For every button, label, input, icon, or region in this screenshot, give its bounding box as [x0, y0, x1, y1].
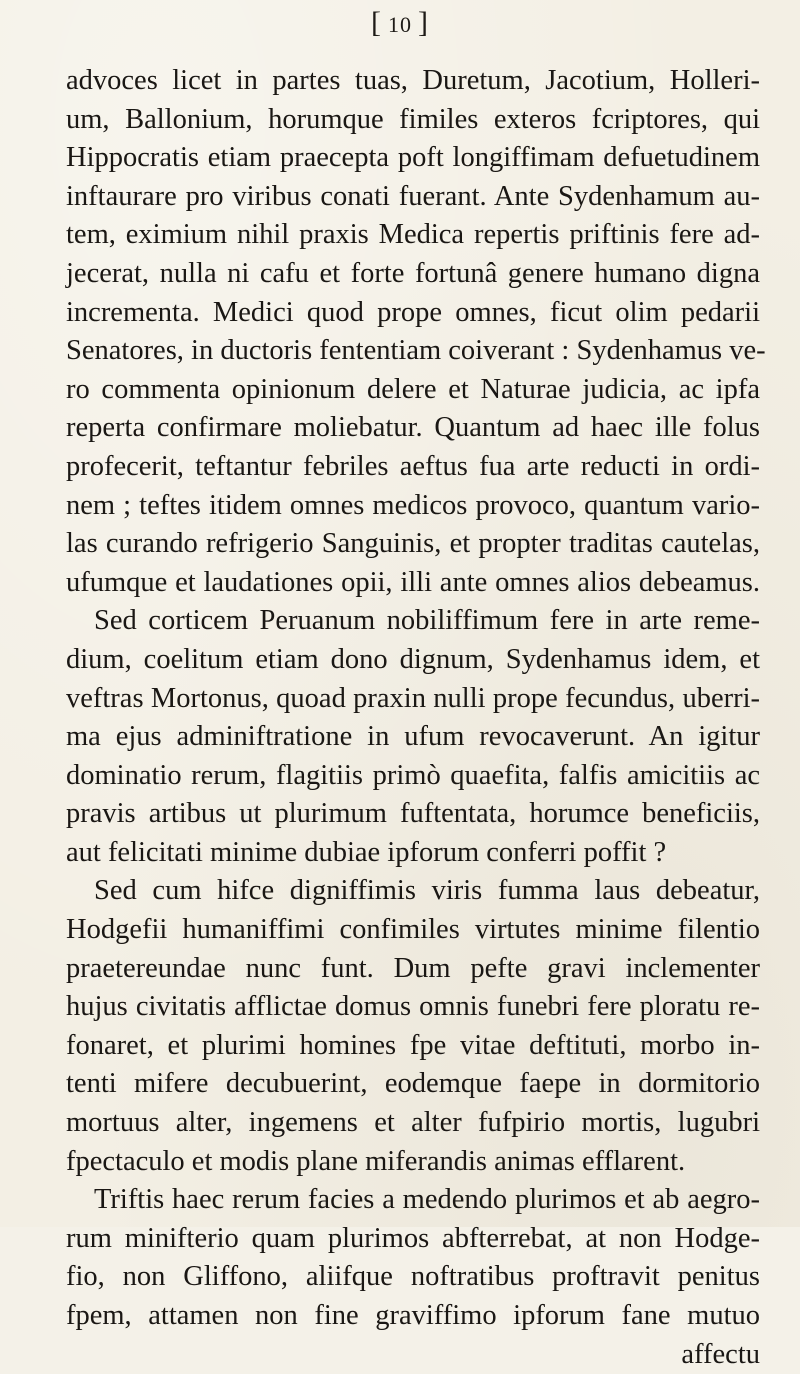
- text-line: Hippocratis etiam praecepta poft longiffimam defuetudinem: [66, 142, 760, 174]
- text-line: Senatores, in ductoris fententiam coiverant : Sydenhamus ve-: [66, 335, 766, 367]
- text-line: Hodgefii humaniffimi confimiles virtutes minime filentio: [66, 914, 760, 946]
- text-line: fonaret, et plurimi homines fpe vitae deftituti, morbo in-: [66, 1029, 760, 1061]
- text-line: um, Ballonium, horumque fimiles exteros fcriptores, qui: [66, 103, 760, 135]
- text-line: veftras Mortonus, quoad praxin nulli prope fecundus, uberri-: [66, 682, 760, 714]
- text-line: las curando refrigerio Sanguinis, et propter traditas cautelas,: [66, 528, 760, 560]
- text-line: incrementa. Medici quod prope omnes, ficut olim pedarii: [66, 296, 760, 328]
- text-line: Triftis haec rerum facies a medendo plurimos et ab aegro-: [94, 1184, 760, 1216]
- page-number-open-bracket: [: [371, 6, 382, 39]
- page-number-value: 10: [388, 12, 412, 37]
- text-line: rum minifterio quam plurimos abfterrebat, at non Hodge-: [66, 1222, 760, 1254]
- page-number-close-bracket: ]: [418, 6, 429, 39]
- text-line: hujus civitatis afflictae domus omnis funebri fere ploratu re-: [66, 991, 760, 1023]
- catchword: affectu: [681, 1338, 760, 1370]
- text-line: praetereundae nunc funt. Dum pefte gravi inclementer: [66, 952, 760, 984]
- text-line: fpectaculo et modis plane miferandis animas efflarent.: [66, 1145, 686, 1177]
- text-line: tem, eximium nihil praxis Medica repertis priftinis fere ad-: [66, 219, 760, 251]
- text-line: Sed corticem Peruanum nobiliffimum fere in arte reme-: [94, 605, 760, 637]
- text-line: ro commenta opinionum delere et Naturae judicia, ac ipfa: [66, 373, 760, 405]
- text-line: profecerit, teftantur febriles aeftus fua arte reducti in ordi-: [66, 450, 760, 482]
- text-line: dium, coelitum etiam dono dignum, Sydenhamus idem, et: [66, 643, 760, 675]
- text-line: Sed cum hifce digniffimis viris fumma laus debeatur,: [94, 875, 760, 907]
- text-line: mortuus alter, ingemens et alter fufpirio mortis, lugubri: [66, 1107, 760, 1139]
- text-line: tenti mifere decubuerint, eodemque faepe in dormitorio: [66, 1068, 760, 1100]
- text-line: nem ; teftes itidem omnes medicos provoco, quantum vario-: [66, 489, 760, 521]
- text-line: pravis artibus ut plurimum fuftentata, horumce beneficiis,: [66, 798, 760, 830]
- page-number: [0, 6, 800, 40]
- text-line: dominatio rerum, flagitiis primò quaefita, falfis amicitiis ac: [66, 759, 760, 791]
- text-line: aut felicitati minime dubiae ipforum conferri poffit ?: [66, 836, 667, 868]
- text-line: jecerat, nulla ni cafu et forte fortunâ genere humano digna: [66, 257, 760, 289]
- text-line: ma ejus adminiftratione in ufum revocaverunt. An igitur: [66, 721, 760, 753]
- text-line: reperta confirmare moliebatur. Quantum ad haec ille folus: [66, 412, 760, 444]
- text-line: inftaurare pro viribus conati fuerant. Ante Sydenhamum au-: [66, 180, 760, 212]
- text-line: advoces licet in partes tuas, Duretum, Jacotium, Holleri-: [66, 65, 760, 96]
- text-line: fio, non Gliffono, aliifque noftratibus proftravit penitus: [66, 1261, 760, 1293]
- body-text: [66, 62, 766, 1374]
- text-line: ufumque et laudationes opii, illi ante omnes alios debeamus.: [66, 566, 760, 598]
- text-line: fpem, attamen non fine graviffimo ipforum fane mutuo: [66, 1300, 760, 1331]
